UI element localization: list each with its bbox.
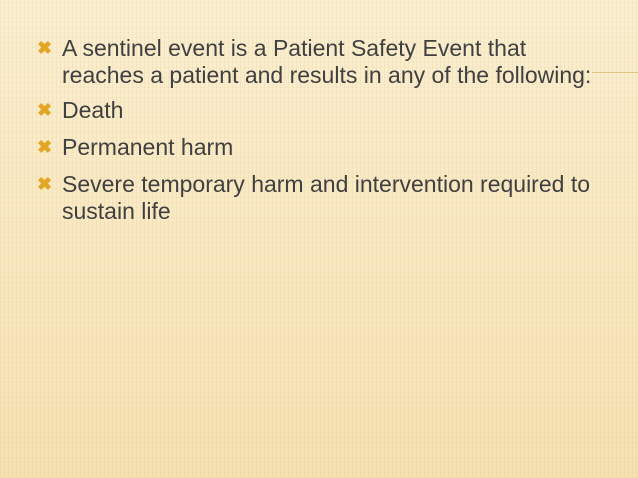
slide-content bbox=[0, 35, 638, 235]
bullet-item-death bbox=[0, 97, 638, 124]
x-bullet-icon: ✖ bbox=[37, 100, 53, 120]
bullet-item-sentinel-definition bbox=[0, 35, 638, 89]
bullet-text: A sentinel event is a Patient Safety Event that reaches a patient and results in any of the following: bbox=[62, 35, 592, 88]
x-bullet-icon: ✖ bbox=[37, 174, 53, 194]
bullet-item-permanent-harm bbox=[0, 134, 638, 161]
bullet-list bbox=[0, 35, 638, 225]
x-bullet-icon: ✖ bbox=[37, 137, 53, 157]
bullet-text: Severe temporary harm and intervention required to sustain life bbox=[62, 171, 591, 224]
x-bullet-icon: ✖ bbox=[37, 38, 53, 58]
bullet-text: Death bbox=[62, 97, 124, 123]
bullet-text: Permanent harm bbox=[62, 134, 234, 160]
bullet-item-severe-temporary-harm bbox=[0, 171, 638, 225]
